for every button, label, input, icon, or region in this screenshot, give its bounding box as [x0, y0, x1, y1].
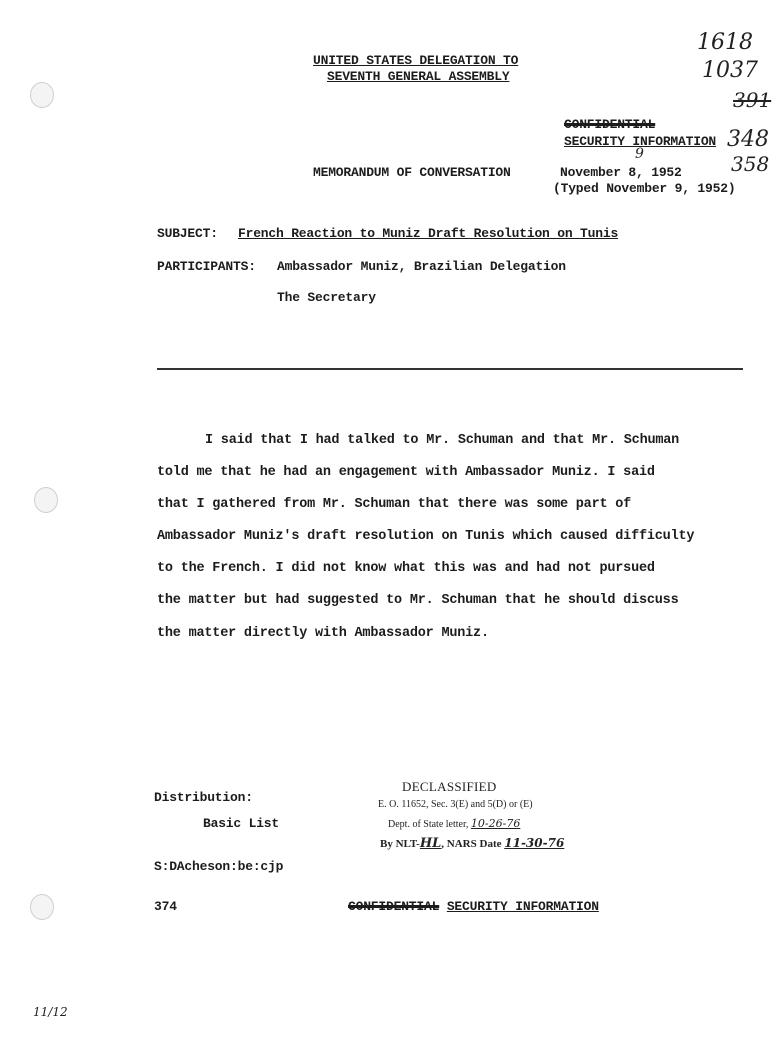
declassified-line-1: E. O. 11652, Sec. 3(E) and 5(D) or (E)	[378, 799, 533, 810]
declassified-nars-date: 11-30-76	[504, 836, 565, 850]
subject-text: French Reaction to Muniz Draft Resolution on Tunis	[238, 226, 619, 241]
handwritten-number-358: 358	[731, 152, 770, 176]
participants-label: PARTICIPANTS:	[157, 259, 256, 274]
punch-hole-bottom	[30, 894, 54, 920]
declassified-letter-label: Dept. of State letter,	[388, 819, 469, 830]
classification-struck-top: CONFIDENTIAL	[564, 117, 656, 132]
punch-hole-top	[30, 82, 54, 108]
handwritten-number-struck: 391	[733, 88, 772, 112]
memo-date: November 8, 1952	[560, 165, 682, 180]
body-line-2: told me that he had an engagement with Ambassador Muniz. I said	[157, 465, 655, 480]
subject-label: SUBJECT:	[157, 226, 218, 241]
body-line-1: I said that I had talked to Mr. Schuman and that Mr. Schuman	[205, 433, 680, 448]
separator-rule	[157, 368, 743, 370]
page-code: 374	[154, 899, 177, 914]
distribution-label: Distribution:	[154, 790, 253, 805]
memo-typed-date: (Typed November 9, 1952)	[553, 181, 736, 196]
body-line-4: Ambassador Muniz's draft resolution on Tunis which caused difficulty	[157, 529, 695, 544]
classification-label-top: SECURITY INFORMATION	[564, 134, 717, 149]
memo-title: MEMORANDUM OF CONVERSATION	[313, 165, 511, 180]
classification-struck-bottom: CONFIDENTIAL	[348, 899, 440, 914]
body-line-3: that I gathered from Mr. Schuman that there was some part of	[157, 497, 632, 512]
participant-1: Ambassador Muniz, Brazilian Delegation	[277, 259, 566, 274]
classification-bottom	[348, 899, 599, 914]
punch-hole-middle	[34, 487, 58, 513]
distribution-list: Basic List	[203, 816, 280, 831]
handwritten-number-1037: 1037	[702, 58, 758, 83]
declassified-letter-date: 10-26-76	[470, 817, 521, 830]
declassified-line-2	[388, 817, 520, 830]
participant-2: The Secretary	[277, 290, 376, 305]
body-line-5: to the French. I did not know what this was and had not pursued	[157, 561, 655, 576]
header-line-2: SEVENTH GENERAL ASSEMBLY	[327, 69, 510, 84]
classification-label-bottom: SECURITY INFORMATION	[446, 899, 599, 914]
body-line-7: the matter directly with Ambassador Muniz.	[157, 626, 489, 641]
header-line-1: UNITED STATES DELEGATION TO	[313, 53, 519, 68]
handwritten-number-348: 348	[727, 127, 769, 152]
declassified-by-initials: HL	[419, 836, 442, 851]
declassified-by-label: By NLT-	[380, 838, 420, 850]
date-correction: 9	[635, 146, 644, 162]
declassified-nars-label: , NARS Date	[441, 838, 502, 850]
handwritten-footer-note: 11/12	[33, 1005, 68, 1019]
drafter-initials: S:DAcheson:be:cjp	[154, 859, 284, 874]
declassified-title: DECLASSIFIED	[402, 779, 497, 794]
handwritten-number-1618: 1618	[697, 30, 753, 55]
body-line-6: the matter but had suggested to Mr. Schuman that he should discuss	[157, 593, 679, 608]
declassified-line-3	[380, 836, 564, 851]
